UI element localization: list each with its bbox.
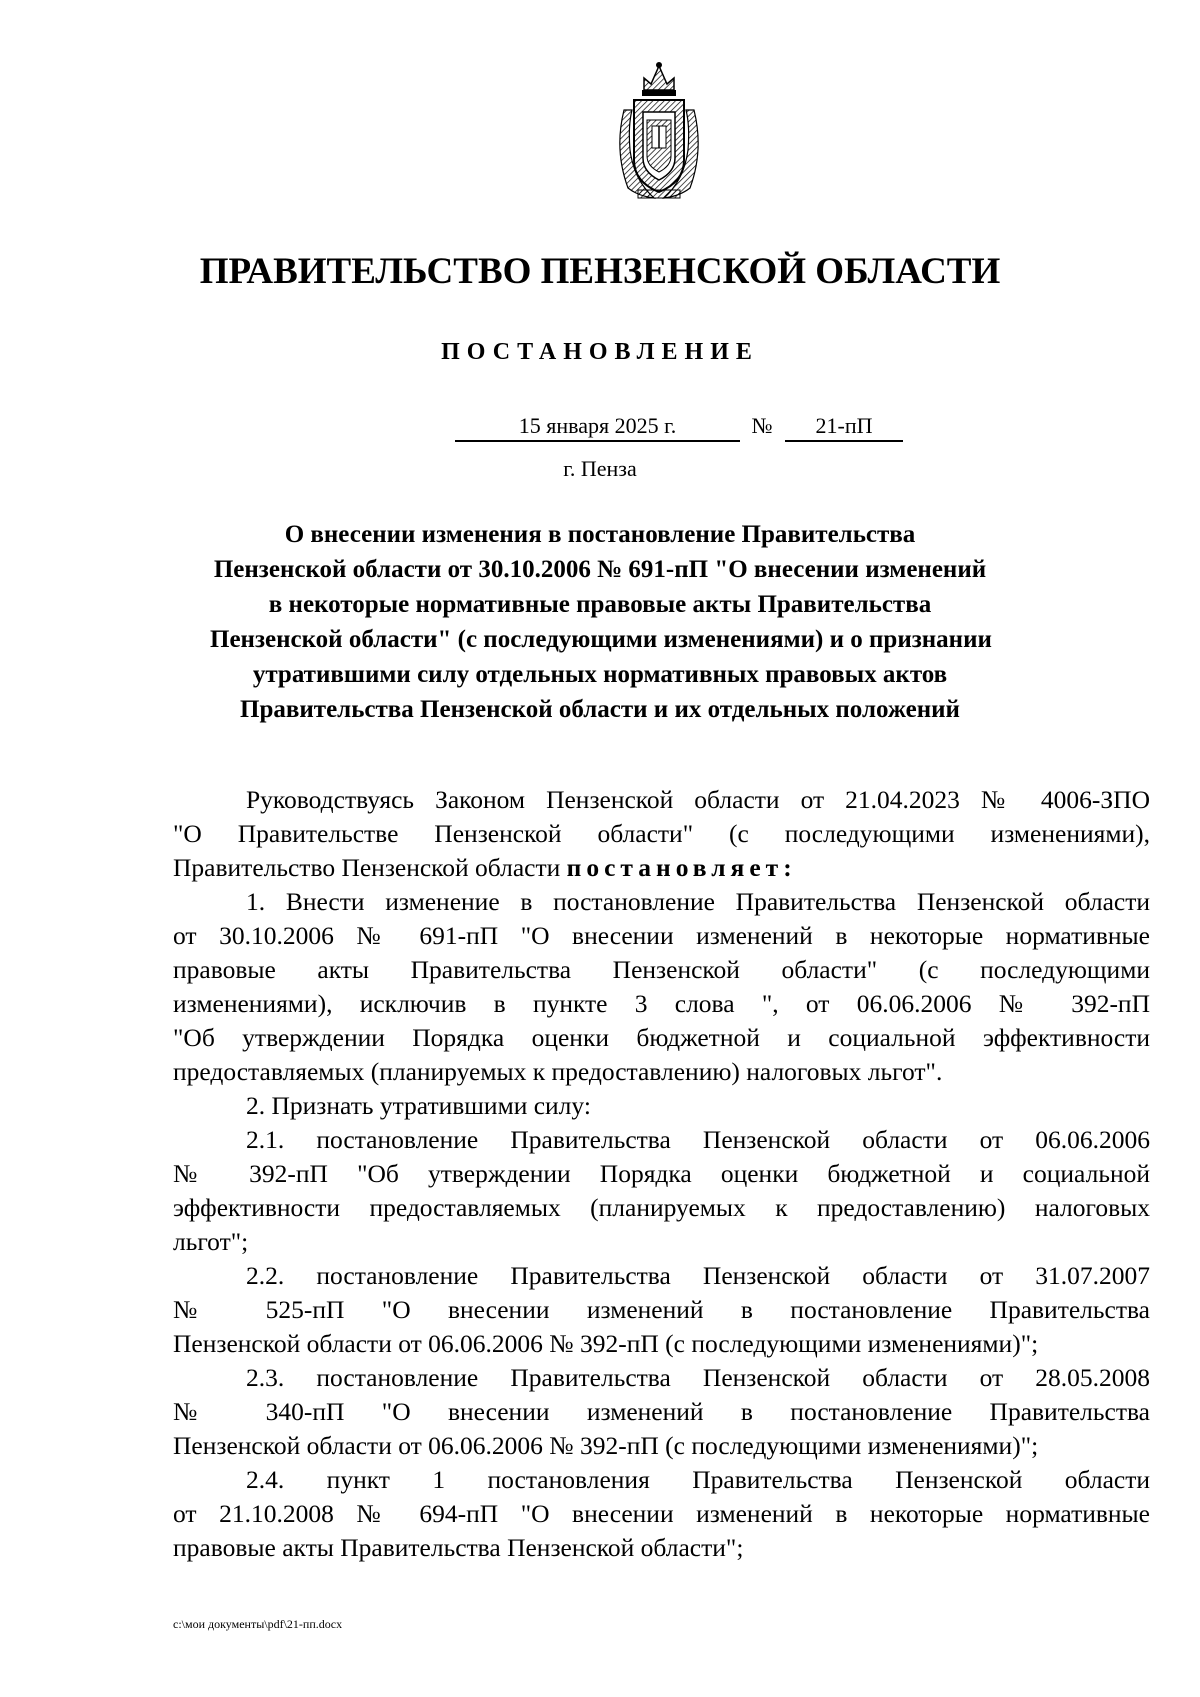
body-line: предоставляемых (планируемых к предоставлению) налоговых льгот". [173, 1057, 943, 1086]
body-line: 2. Признать утратившими силу: [246, 1091, 591, 1120]
body-line: эффективности предоставляемых (планируемых к предоставлению) налоговых [173, 1193, 1150, 1222]
body-line: Пензенской области от 06.06.2006 № 392-пП (с последующими изменениями)"; [173, 1431, 1039, 1460]
title-line: Правительства Пензенской области и их отдельных положений [240, 696, 960, 723]
body-line: от 30.10.2006 № 691-пП "О внесении изменений в некоторые нормативные [173, 921, 1150, 950]
title-line: утратившими силу отдельных нормативных правовых актов [252, 661, 948, 688]
body-line: 2.1. постановление Правительства Пензенской области от 06.06.2006 [246, 1125, 1150, 1154]
body-line: 2.4. пункт 1 постановления Правительства Пензенской области [246, 1465, 1150, 1494]
title-line: Пензенской области от 30.10.2006 № 691-пП "О внесении изменений [213, 556, 987, 583]
city: г. Пенза [563, 456, 637, 481]
body-line: правовые акты Правительства Пензенской области" (с последующими [173, 955, 1150, 984]
title-line: О внесении изменения в постановление Правительства [284, 521, 916, 548]
title-line: в некоторые нормативные правовые акты Правительства [268, 591, 932, 618]
government-name: ПРАВИТЕЛЬСТВО ПЕНЗЕНСКОЙ ОБЛАСТИ [199, 251, 1001, 292]
body-line [173, 851, 1150, 885]
body-line: № 525-пП "О внесении изменений в постановление Правительства [173, 1295, 1150, 1324]
body-line: Пензенской области от 06.06.2006 № 392-пП (с последующими изменениями)"; [173, 1329, 1039, 1358]
body-line: № 340-пП "О внесении изменений в постановление Правительства [173, 1397, 1150, 1426]
body-line: "О Правительстве Пензенской области" (с последующими изменениями), [173, 819, 1150, 848]
body-line: льгот"; [173, 1227, 249, 1256]
body-line: "Об утверждении Порядка оценки бюджетной и социальной эффективности [173, 1023, 1150, 1052]
document-type: ПОСТАНОВЛЕНИЕ [441, 339, 759, 365]
body-line: 2.3. постановление Правительства Пензенской области от 28.05.2008 [246, 1363, 1150, 1392]
body-text: Правительство Пензенской области [173, 853, 567, 882]
number-sign: № [751, 413, 773, 438]
document-number: 21-пП [785, 412, 903, 442]
body-line: Руководствуясь Законом Пензенской области от 21.04.2023 № 4006-ЗПО [246, 785, 1150, 814]
resolves-word: постановляет: [566, 853, 797, 882]
file-path-footer: c:\мои документы\pdf\21-пп.docx [173, 1617, 343, 1631]
title-line: Пензенской области" (с последующими изменениями) и о признании [210, 626, 992, 653]
coat-of-arms-icon [614, 60, 704, 202]
body-line: 2.2. постановление Правительства Пензенской области от 31.07.2007 [246, 1261, 1150, 1290]
body-line: от 21.10.2008 № 694-пП "О внесении изменений в некоторые нормативные [173, 1499, 1150, 1528]
body-line: изменениями), исключив в пункте 3 слова ", от 06.06.2006 № 392-пП [173, 989, 1150, 1018]
body-line: № 392-пП "Об утверждении Порядка оценки бюджетной и социальной [173, 1159, 1150, 1188]
document-body [173, 783, 1150, 1565]
document-date: 15 января 2025 г. [455, 412, 740, 442]
body-line: правовые акты Правительства Пензенской области"; [173, 1533, 744, 1562]
document-title [210, 517, 990, 727]
body-line: 1. Внести изменение в постановление Правительства Пензенской области [246, 887, 1150, 916]
